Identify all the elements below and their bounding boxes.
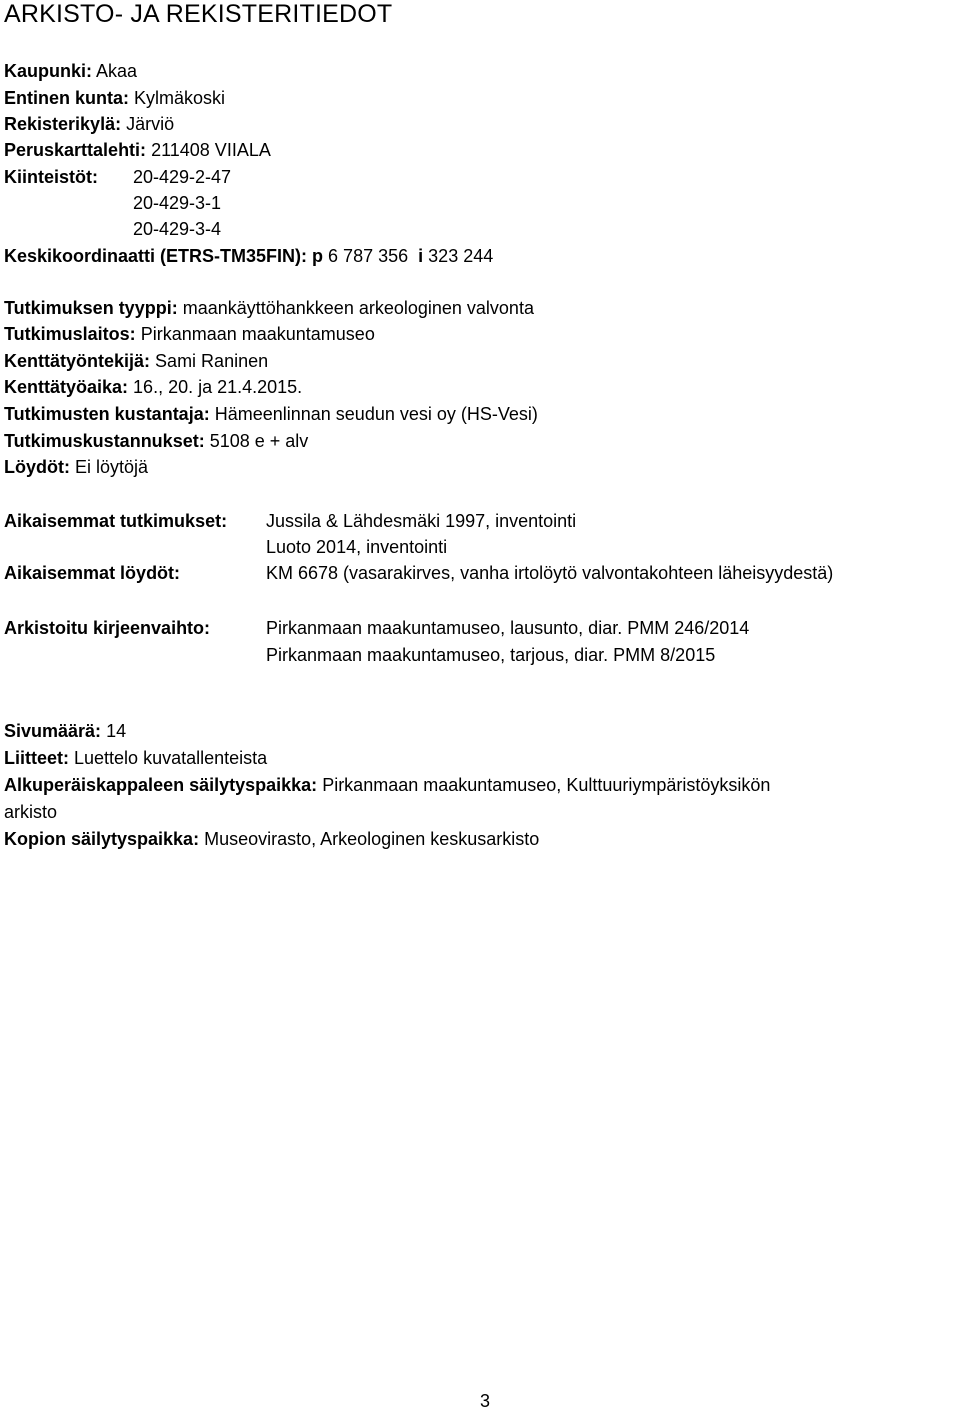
aikaisemmat-tutkimukset-row xyxy=(4,510,227,532)
alkuperainen-continuation: arkisto xyxy=(4,802,58,822)
sivumaara-row xyxy=(4,720,126,742)
aika-label: Kenttätyöaika: xyxy=(4,377,129,397)
kaupunki-label: Kaupunki: xyxy=(4,61,92,81)
tekija-row xyxy=(4,350,268,372)
kustantaja-row xyxy=(4,403,538,425)
kirjeenvaihto-item: Pirkanmaan maakuntamuseo, tarjous, diar. PMM 8/2015 xyxy=(266,645,716,665)
koordinaatti-label: Keskikoordinaatti (ETRS-TM35FIN): p xyxy=(4,246,324,266)
peruskarttalehti-label: Peruskarttalehti: xyxy=(4,140,147,160)
aikaisempi-tutkimus-item: Jussila & Lähdesmäki 1997, inventointi xyxy=(266,511,577,531)
rekisterikyla-label: Rekisterikylä: xyxy=(4,114,122,134)
page-number: 3 xyxy=(480,1391,491,1411)
kiinteistot-label: Kiinteistöt: xyxy=(4,167,98,187)
tekija-value: Sami Raninen xyxy=(155,351,269,371)
aikaisemmat-loydot-label: Aikaisemmat löydöt: xyxy=(4,563,181,583)
kirjeenvaihto-label: Arkistoitu kirjeenvaihto: xyxy=(4,618,211,638)
sivumaara-value: 14 xyxy=(106,721,127,741)
tyyppi-value: maankäyttöhankkeen arkeologinen valvonta xyxy=(182,298,534,318)
aika-row xyxy=(4,376,302,398)
kirjeenvaihto-row xyxy=(4,617,210,639)
tyyppi-row xyxy=(4,297,534,319)
aikaisempi-tutkimus-item: Luoto 2014, inventointi xyxy=(266,537,448,557)
kiinteisto-item: 20-429-3-4 xyxy=(133,219,222,239)
kaupunki-value: Akaa xyxy=(96,61,138,81)
kopio-label: Kopion säilytyspaikka: xyxy=(4,829,200,849)
kaupunki-row xyxy=(4,60,137,82)
kustannukset-row xyxy=(4,430,308,452)
loydot-value: Ei löytöjä xyxy=(75,457,149,477)
liitteet-row xyxy=(4,747,267,769)
kopio-row xyxy=(4,828,539,850)
laitos-label: Tutkimuslaitos: xyxy=(4,324,136,344)
kustannukset-label: Tutkimuskustannukset: xyxy=(4,431,205,451)
loydot-row xyxy=(4,456,148,478)
laitos-row xyxy=(4,323,375,345)
page-title: ARKISTO- JA REKISTERITIEDOT xyxy=(4,0,393,28)
tekija-label: Kenttätyöntekijä: xyxy=(4,351,151,371)
aikaisemmat-loydot-value: KM 6678 (vasarakirves, vanha irtolöytö valvontakohteen läheisyydestä) xyxy=(266,563,834,583)
kopio-value: Museovirasto, Arkeologinen keskusarkisto xyxy=(204,829,540,849)
koordinaatti-i-value: 323 244 xyxy=(428,246,494,266)
koordinaatti-p-value: 6 787 356 xyxy=(328,246,409,266)
aika-value: 16., 20. ja 21.4.2015. xyxy=(133,377,303,397)
rekisterikyla-row xyxy=(4,113,174,135)
alkuperainen-label: Alkuperäiskappaleen säilytyspaikka: xyxy=(4,775,318,795)
kiinteisto-item: 20-429-2-47 xyxy=(133,167,232,187)
kustannukset-value: 5108 e + alv xyxy=(209,431,309,451)
kiinteisto-item: 20-429-3-1 xyxy=(133,193,222,213)
laitos-value: Pirkanmaan maakuntamuseo xyxy=(140,324,375,344)
liitteet-label: Liitteet: xyxy=(4,748,69,768)
liitteet-value: Luettelo kuvatallenteista xyxy=(74,748,268,768)
rekisterikyla-value: Järviö xyxy=(126,114,175,134)
loydot-label: Löydöt: xyxy=(4,457,70,477)
koordinaatti-i-label: i xyxy=(418,246,424,266)
peruskarttalehti-row xyxy=(4,139,271,161)
aikaisemmat-tutkimukset-label: Aikaisemmat tutkimukset: xyxy=(4,511,228,531)
tyyppi-label: Tutkimuksen tyyppi: xyxy=(4,298,178,318)
kirjeenvaihto-item: Pirkanmaan maakuntamuseo, lausunto, diar. PMM 246/2014 xyxy=(266,618,750,638)
peruskarttalehti-value: 211408 VIIALA xyxy=(151,140,271,160)
alkuperainen-row xyxy=(4,774,770,796)
koordinaatti-row xyxy=(4,245,493,267)
kustantaja-value: Hämeenlinnan seudun vesi oy (HS-Vesi) xyxy=(214,404,538,424)
alkuperainen-value: Pirkanmaan maakuntamuseo, Kulttuuriympäristöyksikön xyxy=(322,775,771,795)
entinen-kunta-value: Kylmäkoski xyxy=(134,88,226,108)
kiinteistot-row xyxy=(4,166,98,188)
sivumaara-label: Sivumäärä: xyxy=(4,721,102,741)
aikaisemmat-loydot-row xyxy=(4,562,180,584)
kustantaja-label: Tutkimusten kustantaja: xyxy=(4,404,210,424)
entinen-kunta-row xyxy=(4,87,225,109)
entinen-kunta-label: Entinen kunta: xyxy=(4,88,129,108)
